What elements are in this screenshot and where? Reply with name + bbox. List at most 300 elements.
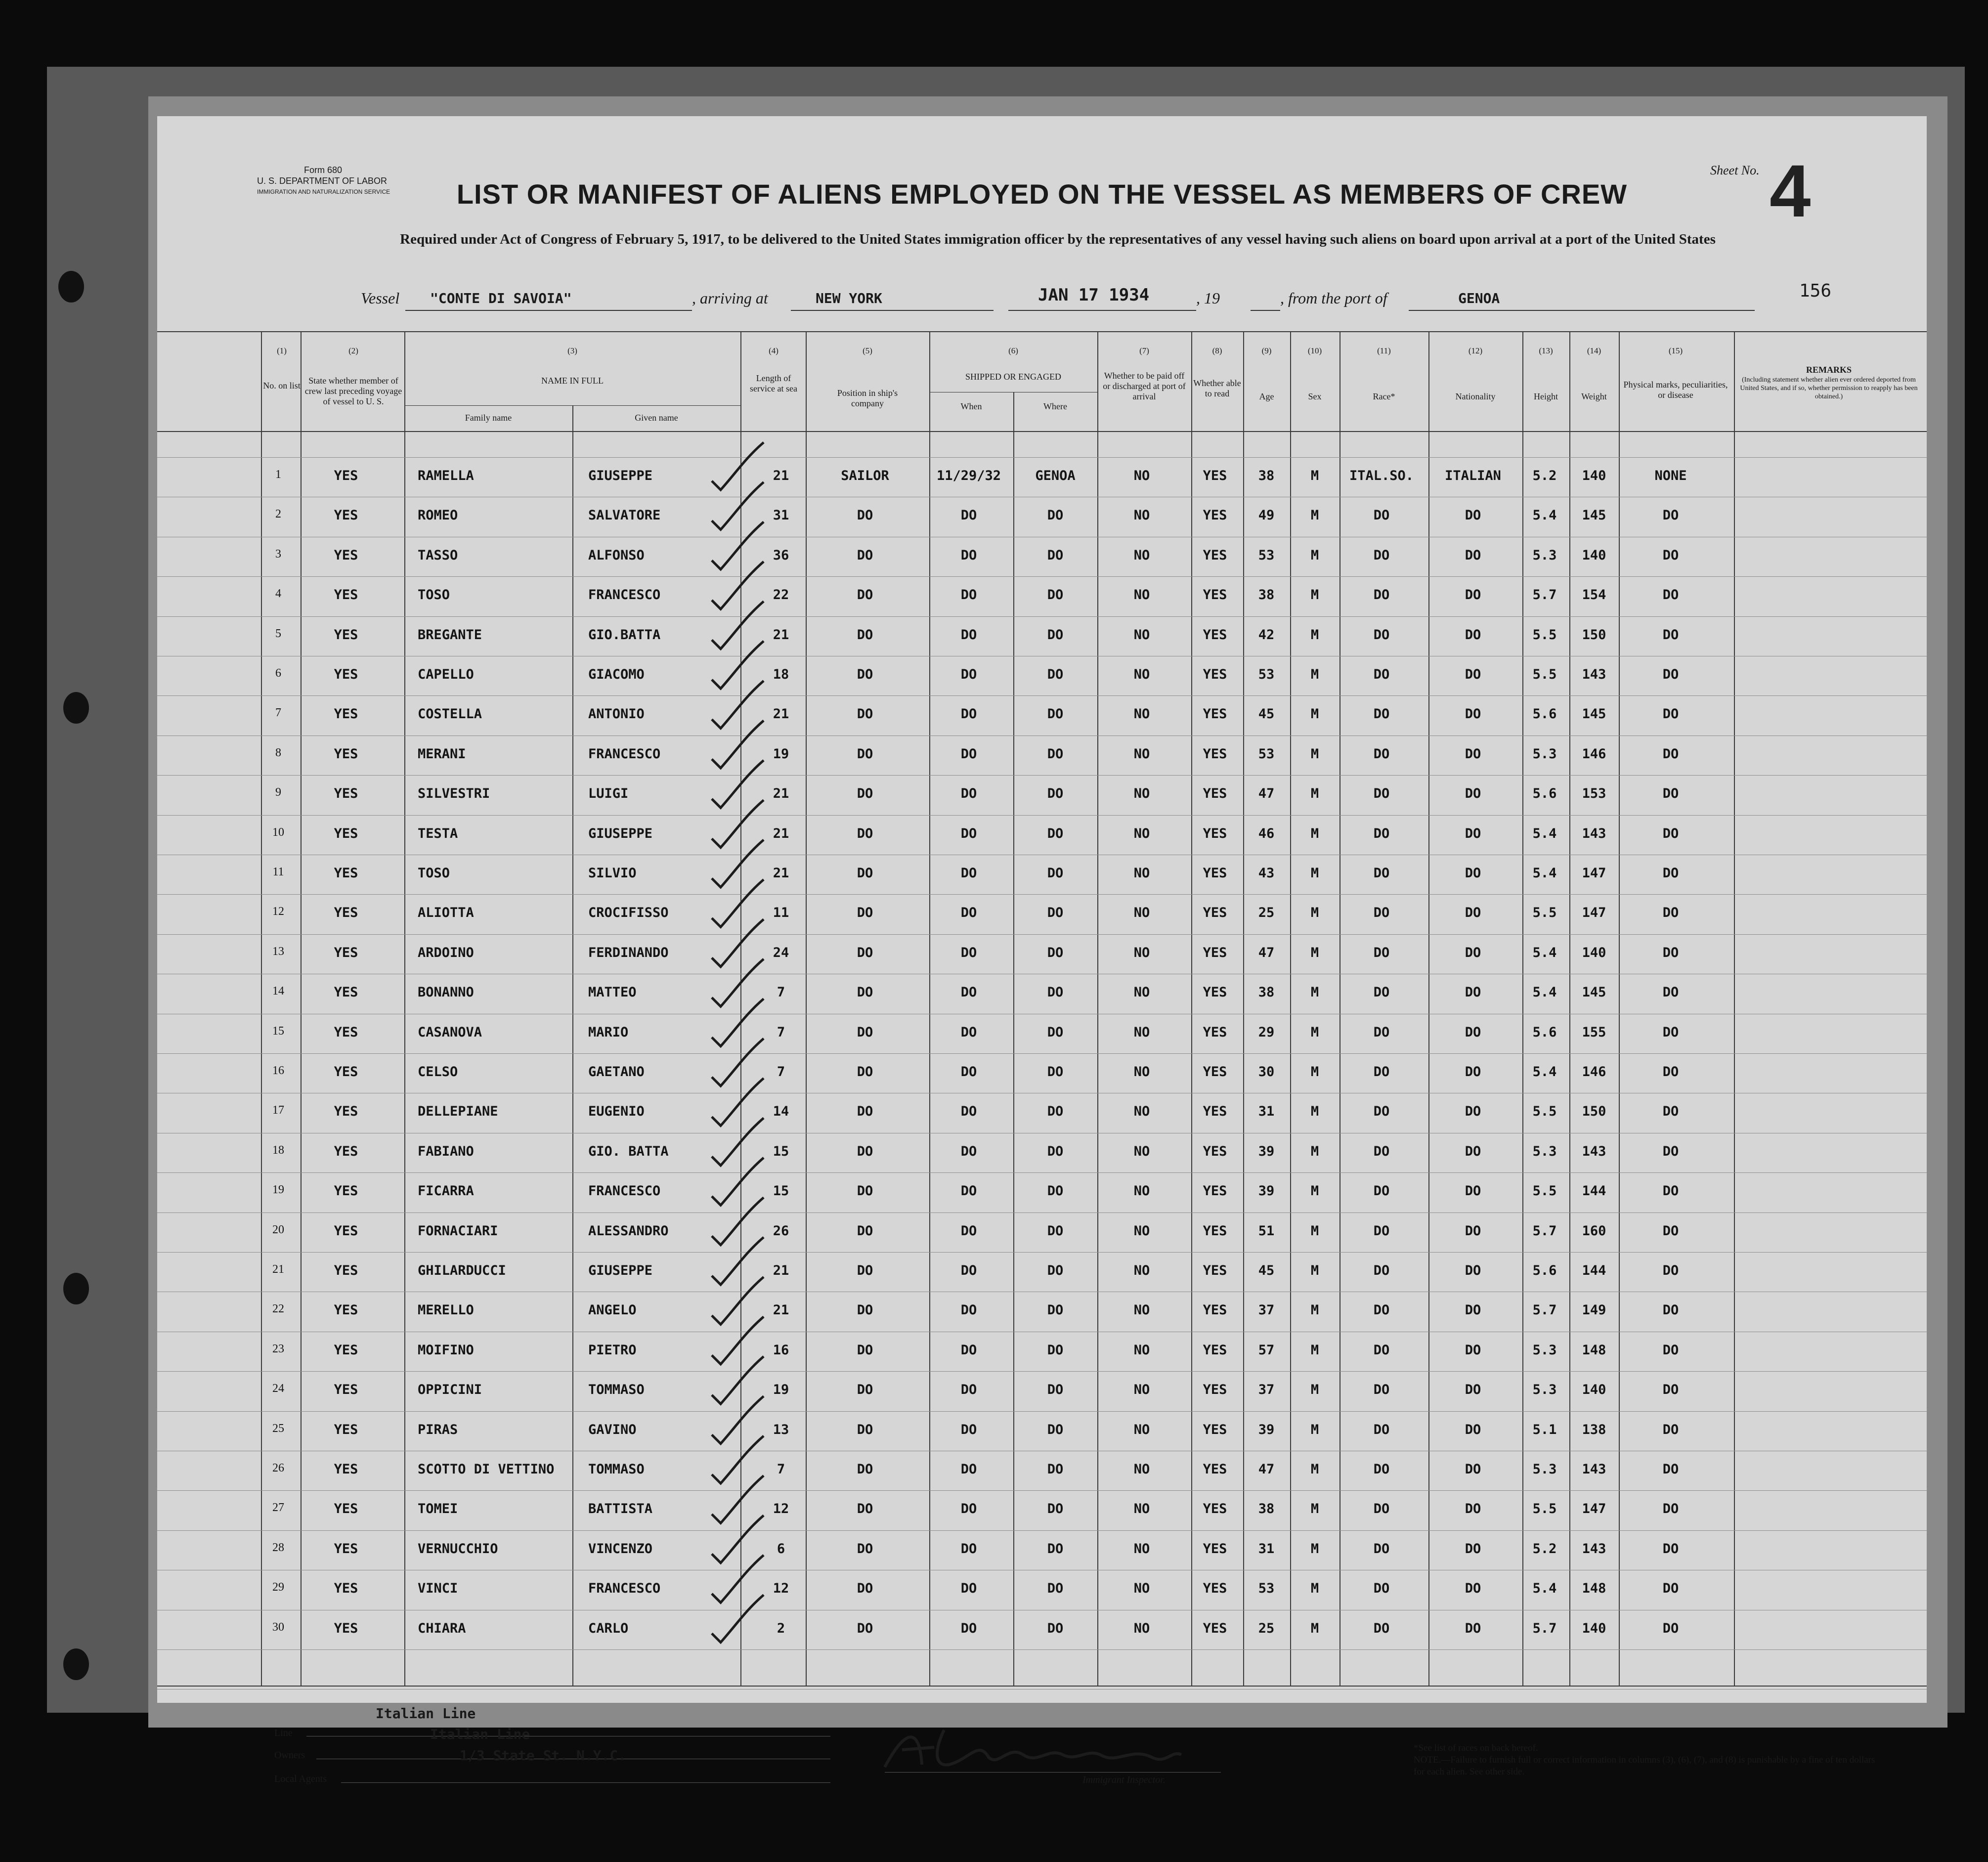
cell-where: DO <box>1047 825 1064 841</box>
cell-age: 37 <box>1258 1302 1275 1318</box>
cell-when: DO <box>960 945 977 960</box>
cell-sex: M <box>1310 1024 1319 1040</box>
cell-prev: YES <box>334 587 358 603</box>
cell-family: CHIARA <box>418 1620 466 1636</box>
cell-service: 19 <box>773 746 789 762</box>
cell-prev: YES <box>334 825 358 841</box>
col11-header: Race* <box>1373 391 1395 401</box>
cell-prev: YES <box>334 985 358 1000</box>
cell-paid: NO <box>1133 1263 1150 1278</box>
cell-when: DO <box>960 1501 977 1517</box>
cell-family: ALIOTTA <box>418 905 474 921</box>
cell-where: DO <box>1047 1620 1064 1636</box>
cell-weight: 144 <box>1582 1183 1606 1199</box>
cell-no: 22 <box>272 1302 284 1316</box>
cell-marks: NONE <box>1654 468 1687 483</box>
cell-paid: NO <box>1133 945 1150 960</box>
page-stamp: 156 <box>1799 281 1832 301</box>
cell-family: MERELLO <box>418 1302 474 1318</box>
cell-nationality: DO <box>1465 1501 1481 1517</box>
cell-prev: YES <box>334 1183 358 1199</box>
cell-when: DO <box>960 627 977 643</box>
cell-paid: NO <box>1133 1302 1150 1318</box>
cell-no: 16 <box>272 1064 284 1077</box>
cell-nationality: DO <box>1465 706 1481 722</box>
cell-sex: M <box>1310 508 1319 523</box>
cell-service: 7 <box>777 1462 785 1477</box>
departure-port: GENOA <box>1458 290 1500 306</box>
cell-sex: M <box>1310 945 1319 960</box>
cell-race: DO <box>1373 1501 1390 1517</box>
cell-height: 5.4 <box>1532 508 1557 523</box>
cell-race: DO <box>1373 945 1390 960</box>
cell-sex: M <box>1310 468 1319 483</box>
check-mark <box>712 442 764 490</box>
cell-position: DO <box>857 1143 873 1159</box>
cell-nationality: DO <box>1465 627 1481 643</box>
cell-weight: 150 <box>1582 1104 1606 1120</box>
cell-race: DO <box>1373 1382 1390 1398</box>
cell-race: DO <box>1373 985 1390 1000</box>
cell-marks: DO <box>1662 1143 1679 1159</box>
cell-race: DO <box>1373 667 1390 682</box>
cell-paid: NO <box>1133 587 1150 603</box>
cell-family: ROMEO <box>418 508 458 523</box>
cell-no: 5 <box>275 627 281 640</box>
cell-prev: YES <box>334 1143 358 1159</box>
cell-no: 10 <box>272 825 284 839</box>
cell-service: 14 <box>773 1104 789 1120</box>
cell-where: DO <box>1047 1024 1064 1040</box>
cell-marks: DO <box>1662 746 1679 762</box>
cell-height: 5.7 <box>1532 587 1557 603</box>
cell-age: 37 <box>1258 1382 1275 1398</box>
cell-paid: NO <box>1133 1462 1150 1477</box>
cell-weight: 148 <box>1582 1342 1606 1358</box>
cell-service: 7 <box>777 1024 785 1040</box>
cell-position: DO <box>857 706 873 722</box>
cell-given: VINCENZO <box>588 1541 653 1557</box>
remarks-header: REMARKS <box>1806 365 1852 375</box>
cell-age: 45 <box>1258 1263 1275 1278</box>
inspector-label: Immigrant Inspector. <box>1082 1775 1166 1785</box>
cell-when: DO <box>960 1024 977 1040</box>
cell-paid: NO <box>1133 627 1150 643</box>
cell-nationality: DO <box>1465 547 1481 563</box>
cell-age: 39 <box>1258 1422 1275 1437</box>
cell-age: 38 <box>1258 985 1275 1000</box>
cell-height: 5.3 <box>1532 1143 1557 1159</box>
cell-prev: YES <box>334 468 358 483</box>
cell-no: 14 <box>272 985 284 998</box>
cell-given: GIUSEPPE <box>588 468 653 483</box>
cell-nationality: ITALIAN <box>1445 468 1501 483</box>
col6-header: SHIPPED OR ENGAGED <box>965 372 1061 382</box>
cell-read: YES <box>1203 627 1227 643</box>
cell-service: 21 <box>773 1302 789 1318</box>
cell-where: DO <box>1047 1302 1064 1318</box>
cell-marks: DO <box>1662 587 1679 603</box>
col6-number: (6) <box>1008 346 1018 355</box>
cell-sex: M <box>1310 587 1319 603</box>
cell-race: DO <box>1373 587 1390 603</box>
cell-height: 5.6 <box>1532 1263 1557 1278</box>
cell-prev: YES <box>334 1064 358 1080</box>
vessel-label: Vessel <box>361 289 400 307</box>
cell-nationality: DO <box>1465 985 1481 1000</box>
col3-given-header: Given name <box>635 413 678 423</box>
vessel-name: "CONTE DI SAVOIA" <box>430 290 572 306</box>
cell-read: YES <box>1203 1382 1227 1398</box>
cell-given: FRANCESCO <box>588 1183 661 1199</box>
cell-read: YES <box>1203 1422 1227 1437</box>
cell-no: 29 <box>272 1581 284 1594</box>
cell-age: 46 <box>1258 825 1275 841</box>
col5-number: (5) <box>863 346 872 355</box>
cell-service: 11 <box>773 905 789 921</box>
cell-read: YES <box>1203 1064 1227 1080</box>
cell-no: 1 <box>275 468 281 481</box>
cell-weight: 160 <box>1582 1223 1606 1239</box>
cell-when: DO <box>960 1462 977 1477</box>
cell-height: 5.4 <box>1532 985 1557 1000</box>
cell-when: DO <box>960 1302 977 1318</box>
cell-service: 22 <box>773 587 789 603</box>
cell-no: 30 <box>272 1620 284 1634</box>
cell-position: DO <box>857 627 873 643</box>
cell-position: DO <box>857 1064 873 1080</box>
cell-where: DO <box>1047 746 1064 762</box>
cell-no: 11 <box>272 866 284 878</box>
cell-given: FERDINANDO <box>588 945 669 960</box>
cell-paid: NO <box>1133 1024 1150 1040</box>
cell-position: DO <box>857 1342 873 1358</box>
cell-marks: DO <box>1662 1024 1679 1040</box>
cell-family: CASANOVA <box>418 1024 482 1040</box>
cell-age: 49 <box>1258 508 1275 523</box>
cell-where: DO <box>1047 1183 1064 1199</box>
cell-height: 5.3 <box>1532 1342 1557 1358</box>
cell-marks: DO <box>1662 1501 1679 1517</box>
cell-service: 21 <box>773 706 789 722</box>
cell-weight: 143 <box>1582 825 1606 841</box>
cell-race: DO <box>1373 508 1390 523</box>
cell-marks: DO <box>1662 945 1679 960</box>
cell-no: 4 <box>275 587 281 601</box>
cell-paid: NO <box>1133 706 1150 722</box>
cell-sex: M <box>1310 547 1319 563</box>
cell-nationality: DO <box>1465 746 1481 762</box>
owners-typed: Italian Line <box>430 1726 530 1742</box>
cell-prev: YES <box>334 905 358 921</box>
cell-weight: 154 <box>1582 587 1606 603</box>
cell-position: DO <box>857 1104 873 1120</box>
cell-age: 38 <box>1258 587 1275 603</box>
cell-age: 57 <box>1258 1342 1275 1358</box>
cell-weight: 140 <box>1582 1382 1606 1398</box>
cell-sex: M <box>1310 1183 1319 1199</box>
col4-header: Length of service at sea <box>750 373 797 393</box>
cell-race: DO <box>1373 1223 1390 1239</box>
cell-read: YES <box>1203 905 1227 921</box>
cell-given: GIO.BATTA <box>588 627 661 643</box>
cell-weight: 140 <box>1582 945 1606 960</box>
cell-position: DO <box>857 1581 873 1597</box>
cell-sex: M <box>1310 825 1319 841</box>
cell-given: FRANCESCO <box>588 746 661 762</box>
cell-family: TOSO <box>418 587 450 603</box>
cell-race: DO <box>1373 1541 1390 1557</box>
cell-weight: 143 <box>1582 1462 1606 1477</box>
cell-weight: 145 <box>1582 706 1606 722</box>
agents-typed: 1/3 State St. N.Y.C. <box>460 1747 627 1764</box>
cell-read: YES <box>1203 866 1227 881</box>
cell-nationality: DO <box>1465 1422 1481 1437</box>
cell-when: DO <box>960 1064 977 1080</box>
cell-given: SILVIO <box>588 866 637 881</box>
cell-when: DO <box>960 1620 977 1636</box>
cell-no: 8 <box>275 746 281 759</box>
cell-age: 43 <box>1258 866 1275 881</box>
cell-read: YES <box>1203 1342 1227 1358</box>
cell-family: RAMELLA <box>418 468 474 483</box>
cell-position: DO <box>857 985 873 1000</box>
cell-no: 28 <box>272 1541 284 1554</box>
cell-when: 11/29/32 <box>936 468 1001 483</box>
cell-nationality: DO <box>1465 1263 1481 1278</box>
cell-service: 7 <box>777 1064 785 1080</box>
cell-given: EUGENIO <box>588 1104 645 1120</box>
cell-no: 15 <box>272 1024 284 1038</box>
cell-marks: DO <box>1662 547 1679 563</box>
cell-sex: M <box>1310 746 1319 762</box>
cell-race: DO <box>1373 1183 1390 1199</box>
cell-race: DO <box>1373 1143 1390 1159</box>
cell-position: DO <box>857 1302 873 1318</box>
cell-age: 31 <box>1258 1104 1275 1120</box>
cell-race: DO <box>1373 786 1390 802</box>
cell-height: 5.3 <box>1532 547 1557 563</box>
cell-read: YES <box>1203 1104 1227 1120</box>
cell-age: 47 <box>1258 1462 1275 1477</box>
cell-weight: 147 <box>1582 866 1606 881</box>
cell-height: 5.1 <box>1532 1422 1557 1437</box>
cell-no: 12 <box>272 905 284 918</box>
cell-marks: DO <box>1662 1263 1679 1278</box>
col15-header: Physical marks, peculiarities, or disease <box>1623 380 1728 400</box>
cell-family: SILVESTRI <box>418 786 490 802</box>
cell-race: DO <box>1373 825 1390 841</box>
cell-height: 5.7 <box>1532 1620 1557 1636</box>
cell-family: BREGANTE <box>418 627 482 643</box>
cell-prev: YES <box>334 1223 358 1239</box>
cell-nationality: DO <box>1465 1223 1481 1239</box>
cell-nationality: DO <box>1465 508 1481 523</box>
col6-when-header: When <box>960 401 982 411</box>
cell-prev: YES <box>334 786 358 802</box>
cell-read: YES <box>1203 1223 1227 1239</box>
cell-paid: NO <box>1133 1342 1150 1358</box>
cell-prev: YES <box>334 1263 358 1278</box>
cell-no: 18 <box>272 1143 284 1157</box>
cell-nationality: DO <box>1465 1183 1481 1199</box>
cell-family: COSTELLA <box>418 706 482 722</box>
cell-sex: M <box>1310 1104 1319 1120</box>
cell-age: 29 <box>1258 1024 1275 1040</box>
arrival-date-stamp: JAN 17 1934 <box>1038 285 1150 305</box>
col2-number: (2) <box>348 346 358 355</box>
cell-race: DO <box>1373 1104 1390 1120</box>
cell-prev: YES <box>334 547 358 563</box>
cell-age: 25 <box>1258 1620 1275 1636</box>
col14-header: Weight <box>1581 391 1607 401</box>
cell-marks: DO <box>1662 1581 1679 1597</box>
cell-age: 47 <box>1258 945 1275 960</box>
cell-marks: DO <box>1662 1342 1679 1358</box>
cell-no: 24 <box>272 1382 284 1395</box>
cell-where: DO <box>1047 1382 1064 1398</box>
cell-race: DO <box>1373 746 1390 762</box>
cell-position: DO <box>857 1462 873 1477</box>
cell-service: 7 <box>777 985 785 1000</box>
cell-where: DO <box>1047 706 1064 722</box>
cell-family: OPPICINI <box>418 1382 482 1398</box>
cell-weight: 148 <box>1582 1581 1606 1597</box>
cell-paid: NO <box>1133 1183 1150 1199</box>
cell-where: DO <box>1047 627 1064 643</box>
cell-where: DO <box>1047 1422 1064 1437</box>
cell-read: YES <box>1203 945 1227 960</box>
cell-given: GIO. BATTA <box>588 1143 669 1159</box>
cell-family: TESTA <box>418 825 458 841</box>
cell-age: 53 <box>1258 746 1275 762</box>
cell-read: YES <box>1203 1541 1227 1557</box>
sheet-number: 4 <box>1770 149 1811 232</box>
cell-prev: YES <box>334 1024 358 1040</box>
cell-marks: DO <box>1662 1422 1679 1437</box>
col14-number: (14) <box>1587 346 1601 355</box>
cell-read: YES <box>1203 667 1227 682</box>
cell-age: 38 <box>1258 1501 1275 1517</box>
cell-nationality: DO <box>1465 1024 1481 1040</box>
inspector-signature <box>875 1720 1221 1784</box>
cell-where: DO <box>1047 1104 1064 1120</box>
cell-where: DO <box>1047 1263 1064 1278</box>
cell-race: DO <box>1373 547 1390 563</box>
cell-age: 39 <box>1258 1183 1275 1199</box>
cell-service: 26 <box>773 1223 789 1239</box>
cell-age: 42 <box>1258 627 1275 643</box>
cell-sex: M <box>1310 985 1319 1000</box>
cell-position: DO <box>857 547 873 563</box>
cell-paid: NO <box>1133 508 1150 523</box>
cell-paid: NO <box>1133 746 1150 762</box>
cell-service: 6 <box>777 1541 785 1557</box>
cell-marks: DO <box>1662 1223 1679 1239</box>
cell-service: 18 <box>773 667 789 682</box>
cell-no: 6 <box>275 667 281 680</box>
cell-position: DO <box>857 1183 873 1199</box>
cell-when: DO <box>960 825 977 841</box>
year-label: , 19 <box>1196 289 1220 307</box>
cell-position: DO <box>857 1263 873 1278</box>
cell-given: ANTONIO <box>588 706 645 722</box>
cell-sex: M <box>1310 1541 1319 1557</box>
col4-number: (4) <box>769 346 778 355</box>
cell-no: 3 <box>275 547 281 561</box>
cell-sex: M <box>1310 1143 1319 1159</box>
cell-race: ITAL.SO. <box>1349 468 1414 483</box>
cell-weight: 140 <box>1582 468 1606 483</box>
cell-family: VERNUCCHIO <box>418 1541 498 1557</box>
cell-sex: M <box>1310 667 1319 682</box>
cell-sex: M <box>1310 1422 1319 1437</box>
cell-nationality: DO <box>1465 587 1481 603</box>
cell-weight: 143 <box>1582 1541 1606 1557</box>
cell-read: YES <box>1203 1024 1227 1040</box>
cell-paid: NO <box>1133 1223 1150 1239</box>
cell-race: DO <box>1373 1462 1390 1477</box>
cell-paid: NO <box>1133 1064 1150 1080</box>
cell-position: DO <box>857 866 873 881</box>
cell-marks: DO <box>1662 627 1679 643</box>
cell-family: TOSO <box>418 866 450 881</box>
cell-service: 36 <box>773 547 789 563</box>
cell-where: GENOA <box>1035 468 1076 483</box>
cell-race: DO <box>1373 1302 1390 1318</box>
cell-marks: DO <box>1662 1183 1679 1199</box>
cell-service: 24 <box>773 945 789 960</box>
cell-marks: DO <box>1662 1541 1679 1557</box>
cell-age: 47 <box>1258 786 1275 802</box>
cell-position: DO <box>857 508 873 523</box>
remarks-note: (Including statement whether alien ever ordered deported from United States, and if so, whether permission to reapply has been obtained.) <box>1740 376 1918 400</box>
cell-service: 21 <box>773 1263 789 1278</box>
cell-given: GIACOMO <box>588 667 645 682</box>
col8-number: (8) <box>1212 346 1222 355</box>
cell-age: 51 <box>1258 1223 1275 1239</box>
cell-read: YES <box>1203 1581 1227 1597</box>
cell-no: 7 <box>275 706 281 720</box>
cell-where: DO <box>1047 1143 1064 1159</box>
cell-sex: M <box>1310 1342 1319 1358</box>
cell-given: ANGELO <box>588 1302 637 1318</box>
cell-sex: M <box>1310 706 1319 722</box>
cell-position: DO <box>857 746 873 762</box>
cell-where: DO <box>1047 1223 1064 1239</box>
cell-paid: NO <box>1133 1382 1150 1398</box>
col1-header: No. on list <box>263 381 301 390</box>
col12-number: (12) <box>1468 346 1483 355</box>
cell-weight: 143 <box>1582 1143 1606 1159</box>
cell-age: 53 <box>1258 1581 1275 1597</box>
cell-no: 21 <box>272 1263 284 1276</box>
cell-where: DO <box>1047 866 1064 881</box>
cell-prev: YES <box>334 1422 358 1437</box>
cell-weight: 145 <box>1582 508 1606 523</box>
cell-service: 15 <box>773 1183 789 1199</box>
cell-paid: NO <box>1133 1501 1150 1517</box>
cell-when: DO <box>960 905 977 921</box>
cell-family: TASSO <box>418 547 458 563</box>
cell-prev: YES <box>334 1581 358 1597</box>
cell-family: DELLEPIANE <box>418 1104 498 1120</box>
cell-sex: M <box>1310 1302 1319 1318</box>
cell-race: DO <box>1373 1024 1390 1040</box>
cell-height: 5.4 <box>1532 945 1557 960</box>
cell-marks: DO <box>1662 1064 1679 1080</box>
cell-position: DO <box>857 1620 873 1636</box>
